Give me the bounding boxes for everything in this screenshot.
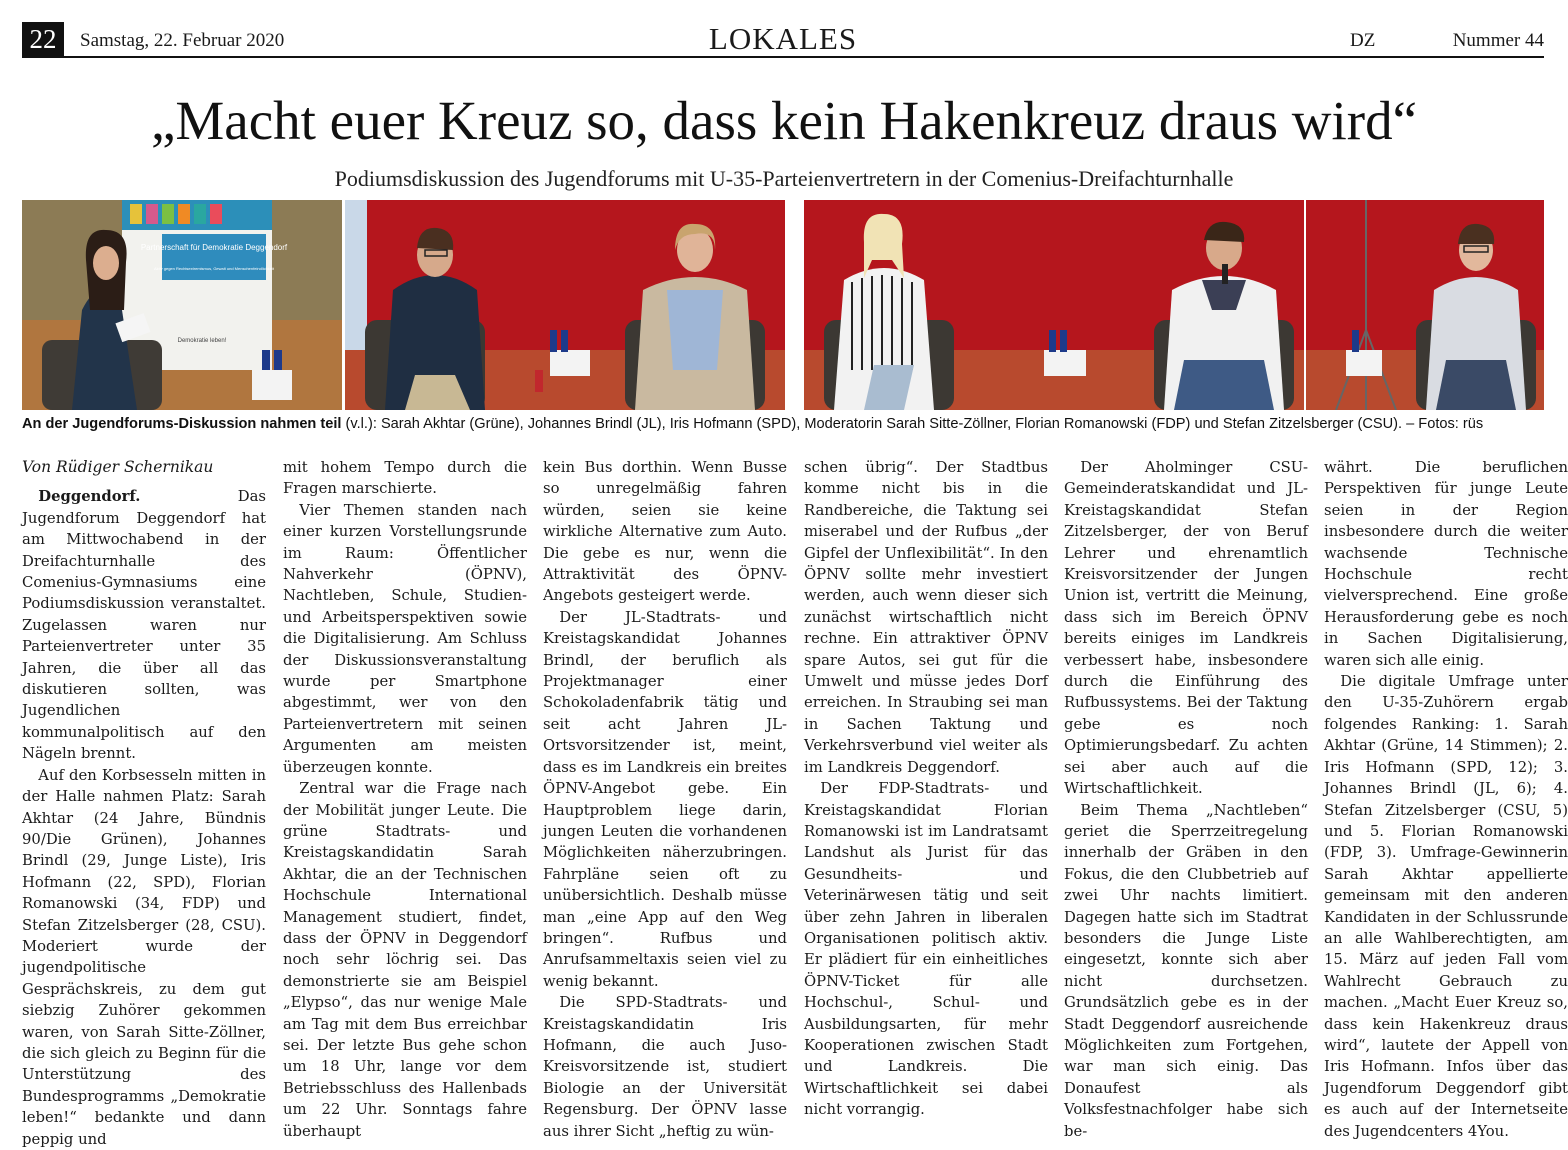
photo-brindl-hofmann (345, 200, 785, 410)
article-subheadline: Podiumsdiskussion des Jugendforums mit U-35-Parteienvertretern in der Comenius-Dreifachturnhalle (334, 166, 1234, 191)
banner-footer: Demokratie leben! (177, 338, 227, 344)
article-headline: „Macht euer Kreuz so, dass kein Hakenkreuz draus wird“ (150, 90, 1418, 151)
article-column-4 (804, 457, 1048, 1121)
article-paragraph: Die SPD-Stadtrats- und Kreistagskandidatin Iris Hofmann, die auch Juso-Kreisvorsitzende ist, studiert Biologie an der Universität Regensburg. Der ÖPNV lasse aus ihrer Sicht „heftig zu wün- (543, 994, 787, 1140)
article-paragraph: währt. Die beruflichen Perspektiven für junge Leute seien in der Region insbesondere durch die weiter wachsende Technische Hochschule recht vielversprechend. Eine große Herausforderung gebe es noch in Sachen Digitalisierung, waren sich alle einig. (1324, 459, 1568, 669)
article-paragraph: Zentral war die Frage nach der Mobilität junger Leute. Die grüne Stadtrats- und Kreistagskandidatin Sarah Akhtar, die an der Technischen Hochschule International Management studiert, findet, dass der ÖPNV in Deggendorf noch sehr löchrig sei. Das demonstrierte sie am Beispiel „Elypso“, das nur wenige Male am Tag mit dem Bus erreichbar sei. Der letzte Bus gehe schon um 18 Uhr, lange vor dem Betriebsschluss des Hallenbads um 22 Uhr. Sonntags fahre überhaupt (283, 780, 527, 1140)
article-paragraph: Auf den Korbsesseln mitten in der Halle nahmen Platz: Sarah Akhtar (24 Jahre, Bündnis 90/Die Grünen), Johannes Brindl (29, Junge Liste), Iris Hofmann (22, SPD), Florian Romanowski (34, FDP) und Stefan Zitzelsberger (28, CSU). Moderiert wurde der jugendpolitische Gesprächskreis, zu dem gut siebzig Zuhörer gekommen waren, von Sarah Sitte-Zöllner, die sich gleich zu Beginn für die Unterstützung des Bundesprogramms „Demokratie leben!“ bedankte und dann peppig und (22, 766, 266, 1148)
banner-title: Partnerschaft für Demokratie Deggendorf (140, 243, 288, 252)
article-column-1 (22, 457, 266, 1150)
photo-caption (22, 416, 1568, 432)
paragraph-text: Das Jugendforum Deggendorf hat am Mittwochabend in der Dreifachturnhalle des Comenius-Gymnasiums eine Podiumsdiskussion veranstaltet. Zugelassen waren nur Parteienvertreter unter 35 Jahren, die über all das diskutieren sollten, was Jugendlichen kommunalpolitisch auf den Nägeln brennt. (22, 488, 266, 763)
photo-romanowski-image (1306, 200, 1544, 410)
dateline: Deggendorf. (38, 488, 141, 506)
caption-text: (v.l.): Sarah Akhtar (Grüne), Johannes Brindl (JL), Iris Hofmann (SPD), Moderatorin Sarah Sitte-Zöllner, Florian Romanowski (FDP) und Stefan Zitzelsberger (CSU). – Fotos: rüs (341, 416, 1484, 432)
photo-sarah-akhtar-image (22, 200, 342, 410)
section-title: LOKALES (708, 21, 858, 56)
article-paragraph (22, 486, 266, 764)
article-column-2 (283, 457, 527, 1142)
photo-strip (22, 200, 1544, 410)
paper-abbreviation: DZ (1350, 30, 1376, 51)
article-paragraph: Der FDP-Stadtrats- und Kreistagskandidat Florian Romanowski ist im Landratsamt Landshut als Jurist für das Gesundheits- und Veterinärwesen tätig und seit über zehn Jahren in liberalen Organisationen politisch aktiv. Er plädiert für ein einheitliches ÖPNV-Ticket für alle Hochschul-, Schul- und Ausbildungsarten, für mehr Kooperationen zwischen Stadt und Landkreis. Die Wirtschaftlichkeit sei dabei nicht vorrangig. (804, 780, 1048, 1119)
article-paragraph: Die digitale Umfrage unter den U-35-Zuhörern ergab folgendes Ranking: 1. Sarah Akhtar (Grüne, 14 Stimmen); 2. Iris Hofmann (SPD, 12); 3. Johannes Brindl (JL, 6); 4. Stefan Zitzelsberger (CSU, 5) und 5. Florian Romanowski (FDP, 3). Umfrage-Gewinnerin Sarah Akhtar appellierte gemeinsam mit den anderen Kandidaten in der Schlussrunde an alle Wahlberechtigten, am 15. März auf jeden Fall vom Wahlrecht Gebrauch zu machen. „Macht Euer Kreuz so, dass kein Hakenkreuz draus wird“, lautete der Appell von Iris Hofmann. Infos über das Jugendforum Deggendorf gibt es auch auf der Internetseite des Jugendcenters 4You. (1324, 673, 1568, 1140)
caption-lead: An der Jugendforums-Diskussion nahmen teil (22, 416, 342, 432)
issue-number: Nummer 44 (1452, 30, 1544, 51)
article-paragraph: Vier Themen standen nach einer kurzen Vorstellungsrunde im Raum: Öffentlicher Nahverkehr (ÖPNV), Nachtleben, Schule, Studien- und Arbeitsperspektiven sowie die Digitalisierung. Am Schluss der Diskussionsveranstaltung wurde per Smartphone abgestimmt, wer von den Parteienvertretern mit seinen Argumenten am meisten überzeugen konnte. (283, 501, 527, 776)
article-paragraph: schen übrig“. Der Stadtbus komme nicht bis in die Randbereiche, die Taktung sei miserabel und der Rufbus „der Gipfel der Unflexibilität“. In den ÖPNV sollte mehr investiert werden, auch wenn dieser sich zunächst wirtschaftlich nicht rechne. Ein attraktiver ÖPNV spare Autos, sei gut für die Umwelt und müsse jedes Dorf erreichen. In Straubing sei man in Sachen Taktung und Verkehrsverbund viel weiter als im Landkreis Deggendorf. (804, 459, 1048, 776)
banner-subtitle: Aktiv gegen Rechtsextremismus, Gewalt und Menschenfeindlichkeit (153, 266, 275, 271)
article-paragraph: mit hohem Tempo durch die Fragen marschierte. (283, 459, 527, 498)
photo-romanowski (1306, 200, 1544, 410)
masthead (22, 22, 1544, 58)
article-column-5 (1064, 457, 1308, 1142)
issue-date: Samstag, 22. Februar 2020 (80, 30, 285, 51)
article-column-3 (543, 457, 787, 1142)
page-number: 22 (22, 22, 64, 56)
photo-brindl-hofmann-image (345, 200, 785, 410)
photo-sitte-zoellner-zitzelsberger-image (804, 200, 1304, 410)
article-paragraph: Der JL-Stadtrats- und Kreistagskandidat Johannes Brindl, der beruflich als Projektmanager einer Schokoladenfabrik tätig und seit acht Jahren JL-Ortsvorsitzender ist, meint, dass es im Landkreis ein breites ÖPNV-Angebot gebe. Ein Hauptproblem liege darin, jungen Leuten die vorhandenen Möglichkeiten näherzubringen. Fahrpläne seien oft zu unübersichtlich. Deshalb müsse man „eine App auf den Weg bringen“. Rufbus und Anrufsammeltaxis seien viel zu wenig bekannt. (543, 608, 787, 990)
byline: Von Rüdiger Schernikau (22, 458, 214, 476)
photo-sarah-akhtar (22, 200, 342, 410)
article-paragraph: Beim Thema „Nachtleben“ geriet die Sperrzeitregelung innerhalb der Gräben in den Fokus, die den Clubbetrieb auf zwei Uhr nachts limitiert. Dagegen hatte sich im Stadtrat besonders die Junge Liste eingesetzt, konnte sich aber nicht durchsetzen. Grundsätzlich gebe es in der Stadt Deggendorf ausreichende Möglichkeiten zum Fortgehen, war man sich einig. Das Donaufest als Volksfestnachfolger habe sich be- (1064, 801, 1308, 1140)
article-paragraph: Der Aholminger CSU-Gemeinderatskandidat und JL-Kreistagskandidat Stefan Zitzelsberger, der von Beruf Lehrer und ehrenamtlich Kreisvorsitzender der Jungen Union ist, vertritt die Meinung, dass sich im Bereich ÖPNV bereits einiges im Landkreis verbessert habe, insbesondere durch die Einführung des Rufbussystems. Bei der Taktung gebe es noch Optimierungsbedarf. Zu achten sei aber auch auf die Wirtschaftlichkeit. (1064, 459, 1308, 798)
photo-sitte-zoellner-zitzelsberger (804, 200, 1304, 410)
article-column-6 (1324, 457, 1568, 1142)
article-paragraph: kein Bus dorthin. Wenn Busse so unregelmäßig fahren würden, seien sie keine wirkliche Alternative zum Auto. Die gebe es nur, wenn die Attraktivität des ÖPNV-Angebots gesteigert werde. (543, 459, 787, 605)
